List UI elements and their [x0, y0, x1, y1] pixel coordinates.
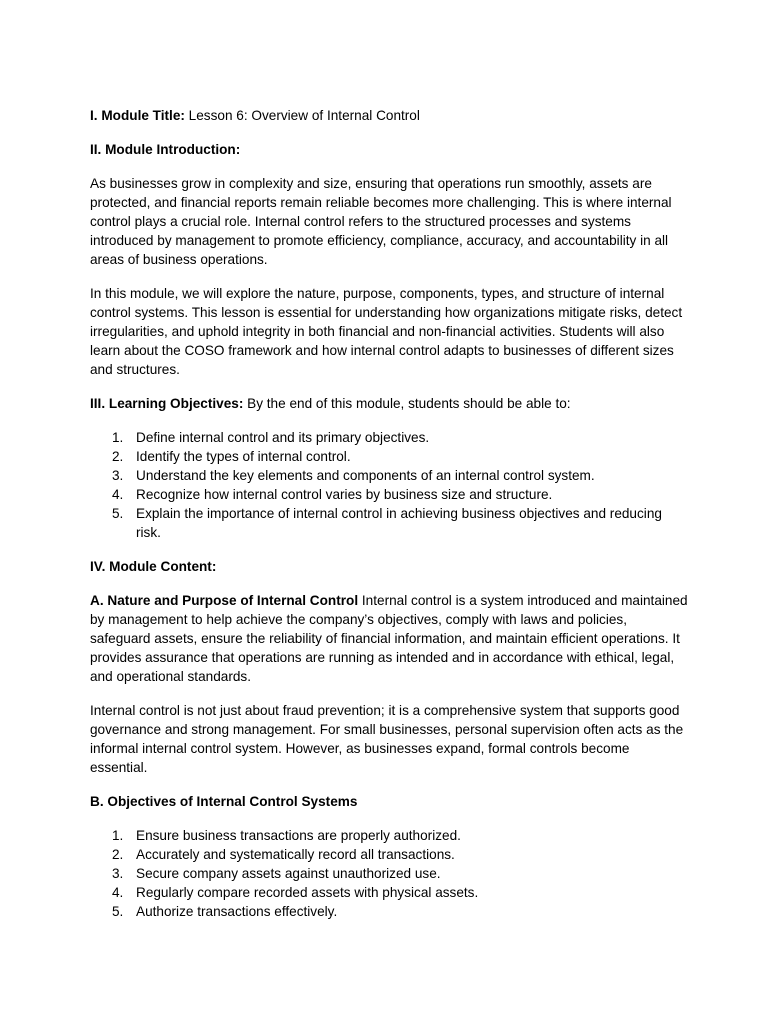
learning-objectives-line [90, 394, 690, 413]
module-introduction-heading-text: II. Module Introduction: [90, 142, 241, 157]
section-b-heading [90, 792, 690, 811]
list-item-number: 2. [112, 449, 124, 464]
list-item [90, 428, 690, 447]
list-item [90, 447, 690, 466]
list-item [90, 466, 690, 485]
list-item-text: Explain the importance of internal control in achieving business objectives and reducing risk. [136, 506, 662, 540]
list-item-number: 3. [112, 866, 124, 881]
list-item [90, 864, 690, 883]
section-a-label: A. Nature and Purpose of Internal Control [90, 593, 359, 608]
list-item [90, 485, 690, 504]
list-item-text: Recognize how internal control varies by business size and structure. [136, 487, 553, 502]
list-item-number: 5. [112, 904, 124, 919]
learning-objectives-label: III. Learning Objectives: [90, 396, 244, 411]
list-item-text: Secure company assets against unauthorized use. [136, 866, 441, 881]
section-a-text: Internal control is a system introduced and maintained by management to help achieve the company’s objectives, comply with laws and policies, safeguard assets, ensure the reliability of financial information, and maintain efficient operations. It provides assurance that operations are running as intended and in accordance with ethical, legal, and operational standards. [90, 593, 688, 684]
intro-paragraph-2: In this module, we will explore the nature, purpose, components, types, and structure of internal control systems. This lesson is essential for understanding how organizations mitigate risks, detect irregularities, and uphold integrity in both financial and non-financial activities. Students will also learn about the COSO framework and how internal control adapts to businesses of different sizes and structures. [90, 286, 683, 377]
module-introduction-heading [90, 140, 690, 159]
list-item-text: Regularly compare recorded assets with physical assets. [136, 885, 479, 900]
module-title-label: I. Module Title: [90, 108, 185, 123]
learning-objectives-list [90, 428, 690, 542]
list-item-number: 4. [112, 487, 124, 502]
list-item-number: 5. [112, 506, 124, 521]
list-item-number: 1. [112, 828, 124, 843]
list-item [90, 845, 690, 864]
list-item-text: Identify the types of internal control. [136, 449, 351, 464]
list-item-number: 4. [112, 885, 124, 900]
list-item [90, 504, 690, 542]
document-page [90, 106, 690, 936]
intro-paragraph-1: As businesses grow in complexity and size, ensuring that operations run smoothly, assets are protected, and financial reports remain reliable becomes more challenging. This is where internal control plays a crucial role. Internal control refers to the structured processes and systems introduced by management to promote efficiency, compliance, accuracy, and accountability in all areas of business operations. [90, 176, 672, 267]
list-item-text: Define internal control and its primary objectives. [136, 430, 430, 445]
module-content-heading [90, 557, 690, 576]
module-content-heading-text: IV. Module Content: [90, 559, 217, 574]
list-item [90, 883, 690, 902]
list-item-number: 2. [112, 847, 124, 862]
list-item-text: Ensure business transactions are properly authorized. [136, 828, 461, 843]
section-a-paragraph-2: Internal control is not just about fraud prevention; it is a comprehensive system that supports good governance and strong management. For small businesses, personal supervision often acts as the informal internal control system. However, as businesses expand, formal controls become essential. [90, 703, 684, 775]
list-item-text: Authorize transactions effectively. [136, 904, 338, 919]
list-item-text: Accurately and systematically record all transactions. [136, 847, 455, 862]
module-title-line [90, 106, 690, 125]
learning-objectives-intro: By the end of this module, students should be able to: [243, 396, 571, 411]
section-b-heading-text: B. Objectives of Internal Control Systems [90, 794, 358, 809]
list-item-number: 3. [112, 468, 124, 483]
list-item-number: 1. [112, 430, 124, 445]
list-item-text: Understand the key elements and components of an internal control system. [136, 468, 595, 483]
section-b-objectives-list [90, 826, 690, 921]
list-item [90, 826, 690, 845]
section-a-paragraph-1 [90, 591, 690, 686]
list-item [90, 902, 690, 921]
module-title-value: Lesson 6: Overview of Internal Control [184, 108, 420, 123]
